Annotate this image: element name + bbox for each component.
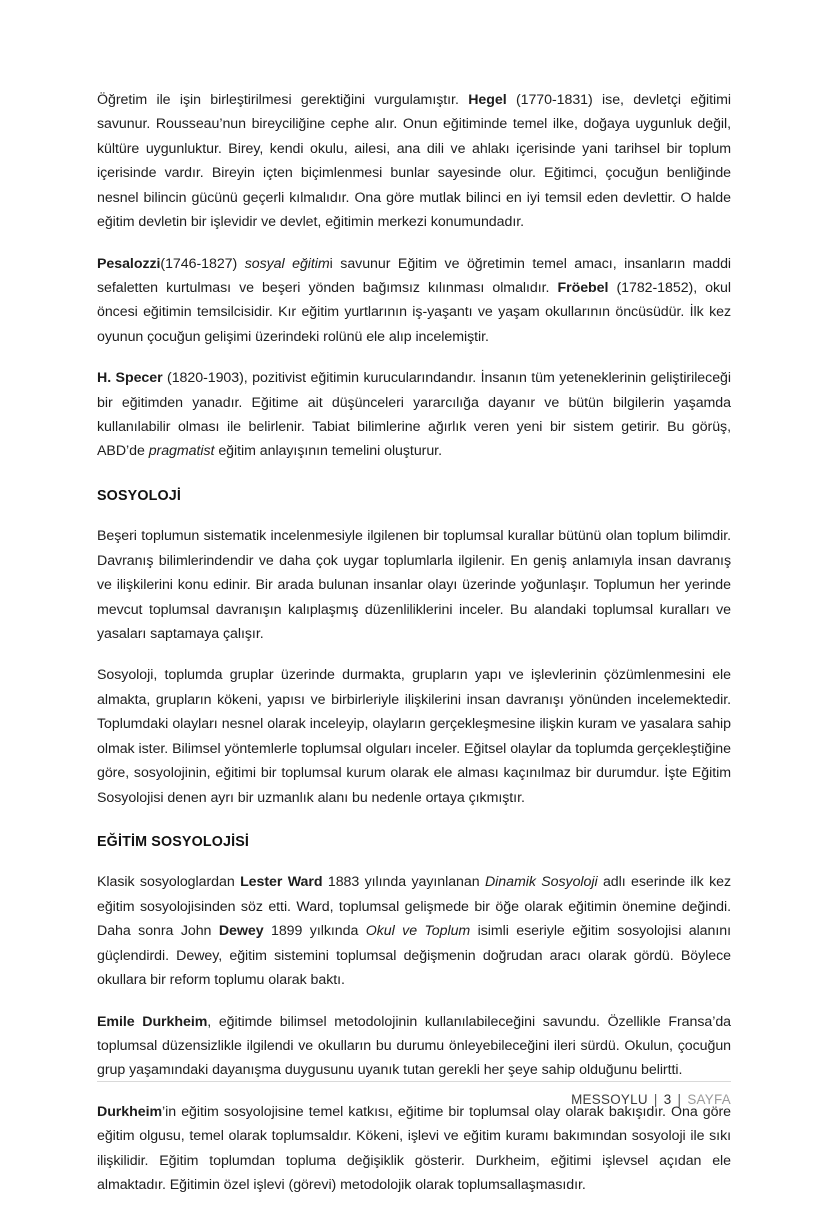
text-run-bold: Dewey	[218, 923, 264, 940]
text-run-bold: Lester Ward	[240, 874, 323, 891]
paragraph-durkheim-2	[97, 1100, 731, 1198]
text-run-bold: Durkheim	[97, 1103, 163, 1120]
text-run: (1820-1903), pozitivist eğitimin kurucularındandır. İnsanın tüm yeteneklerinin geliştirileceği bir eğitimden yanadır. Eğitime ait düşünceleri yararcılığa dayanır ve bütün bilgilerin yaşamda kullanılabilir olması ile belirlenir. Tabiat bilimlerine ağırlık veren yeni bir sistem getirir. Bu görüş, ABD’de	[97, 370, 731, 460]
footer-page-word: SAYFA	[687, 1092, 731, 1107]
text-run: 1883 yılında yayınlanan	[322, 874, 485, 891]
paragraph-durkheim-1	[97, 1010, 731, 1083]
text-run-bold: Fröebel	[557, 279, 609, 296]
footer-separator-1: |	[653, 1092, 658, 1107]
page-content	[97, 88, 731, 1214]
footer-page-number: 3	[663, 1092, 672, 1107]
text-run-bold: Hegel	[468, 92, 507, 108]
text-run: Klasik sosyologlardan	[97, 874, 241, 891]
text-run: Öğretim ile işin birleştirilmesi gerektiğini vurgulamıştır.	[97, 92, 469, 108]
text-run: Beşeri toplumun sistematik incelenmesiyle ilgilenen bir toplumsal kurallar bütünü olan toplum bilimdir. Davranış bilimlerindendir ve daha çok uygar toplumlarla ilgilenir. En geniş anlamıyla insan davranış ve ilişkilerini konu edinir. Bir arada bulunan insanlar olayı üzerinde yoğunlaşır. Toplumun her yerinde mevcut toplumsal davranışın kalıplaşmış düzenliliklerini inceler. Bu alandaki toplumsal kuralları ve yasaları saptamaya çalışır.	[97, 528, 731, 643]
text-run: adlı eserinde ilk kez eğitim sosyolojisinden söz etti. Ward, toplumsal gelişmede bir öğe olarak eğitimin önemine değindi. Daha sonra John	[97, 874, 731, 940]
paragraph-ward-dewey	[97, 870, 731, 992]
paragraph-specer	[97, 366, 731, 464]
footer-separator-2: |	[677, 1092, 682, 1107]
text-run: i savunur Eğitim ve öğretimin temel amacı, insanların maddi sefaletten kurtulması ve beşeri yönden bağımsız kılınması olmalıdır.	[97, 255, 732, 296]
text-run-bold: H. Specer	[97, 370, 163, 387]
text-run: eğitim anlayışının temelini oluşturur.	[214, 443, 442, 460]
text-run: ’in eğitim sosyolojisine temel katkısı, eğitime bir toplumsal olay olarak bakışıdır. Ona göre eğitim olgusu, temel olarak toplumsaldır. Kökeni, işlevi ve eğitim kuramı bakımından sosyoloji ile sıkı ilişkilidir. Eğitim toplumdan topluma değişiklik gösterir. Durkheim, eğitimi işlevsel açıdan ele almaktadır. Eğitimin özel işlevi (görevi) metodolojik olarak toplumsallaşmasıdır.	[97, 1103, 731, 1194]
text-run-italic: Okul ve Toplum	[365, 923, 471, 940]
text-run-italic: sosyal eğitim	[244, 255, 330, 272]
text-run: isimli eseriyle eğitim sosyolojisi alanını güçlendirdi. Dewey, eğitim sistemini toplumsal değişmenin doğrudan aracı olarak gördü. Böylece okullara bir reform toplumu olarak baktı.	[97, 923, 731, 989]
heading-sosyoloji: SOSYOLOJİ	[97, 487, 181, 504]
text-run: (1770-1831) ise, devletçi eğitimi savunur. Rousseau’nun bireyciliğine cephe alır. Onun eğitiminde temel ilke, doğaya uygunluk değil, kültüre uygunluktur. Birey, kendi okulu, ailesi, ana dili ve ahlakı içerisinde yani tarihsel bir toplum içerisinde vardır. Bireyin içten biçimlenmesi bunlar sayesinde olur. Eğitimci, çocuğun benliğinde nesnel bilincin gücünü geçerli kılmalıdır. Ona göre mutlak bilinci en iyi temsil eden devlettir. O halde eğitim devletin bir işlevidir ve devlet, eğitimin merkezi konumundadır.	[97, 92, 732, 231]
text-run-bold: Emile Durkheim	[97, 1013, 208, 1030]
paragraph-sosyoloji-1	[97, 524, 731, 646]
footer-text	[97, 1092, 731, 1108]
text-run-italic: pragmatist	[148, 443, 215, 460]
footer-divider	[97, 1081, 731, 1082]
paragraph-pesalozzi	[97, 252, 731, 350]
text-run-bold: Pesalozzi	[97, 255, 161, 272]
text-run: Sosyoloji, toplumda gruplar üzerinde durmakta, grupların yapı ve işlevlerinin çözümlenmesini ele almakta, grupların kökeni, yapısı ve birbirleriyle ilişkilerini insan davranışı yönünden incelemektedir. Toplumdaki olayları nesnel olarak inceleyip, olayların gerçekleşmesine ilişkin kuram ve yasalara sahip olmak ister. Bilimsel yöntemlerle toplumsal olguları inceler. Eğitsel olaylar da toplumda gerçekleştiğine göre, sosyolojinin, eğitimi bir toplumsal kurum olarak ele alması kaçınılmaz bir durumdur. İşte Eğitim Sosyolojisi denen ayrı bir uzmanlık alanı bu nedenle ortaya çıkmıştır.	[97, 667, 731, 806]
footer-brand: MESSOYLU	[571, 1092, 648, 1107]
text-run: , eğitimde bilimsel metodolojinin kullanılabileceğini savundu. Özellikle Fransa’da toplumsal düzensizlikle ilgilendi ve okulların bu durumu önleyebileceğini ileri sürdü. Okulun, çocuğun grup yaşamındaki dayanışma duygusunu uyanık tutan gerekli her şeye sahip olduğunu belirtti.	[97, 1013, 732, 1079]
page-footer	[97, 1081, 731, 1108]
paragraph-hegel	[97, 88, 731, 235]
text-run: 1899 yılkında	[263, 923, 366, 940]
heading-egitim-sosyolojisi: EĞİTİM SOSYOLOJİSİ	[97, 833, 250, 850]
paragraph-sosyoloji-2	[97, 663, 731, 810]
text-run-italic: Dinamik Sosyoloji	[484, 874, 598, 891]
text-run: (1782-1852), okul öncesi eğitimin temsilcisidir. Kır eğitim yurtlarının iş-yaşantı ve yaşam okullarının öncüsüdür. İlk kez oyunun çocuğun gelişimi üzerindeki rolünü ele alıp incelemiştir.	[97, 279, 732, 345]
text-run: (1746-1827)	[160, 255, 245, 272]
